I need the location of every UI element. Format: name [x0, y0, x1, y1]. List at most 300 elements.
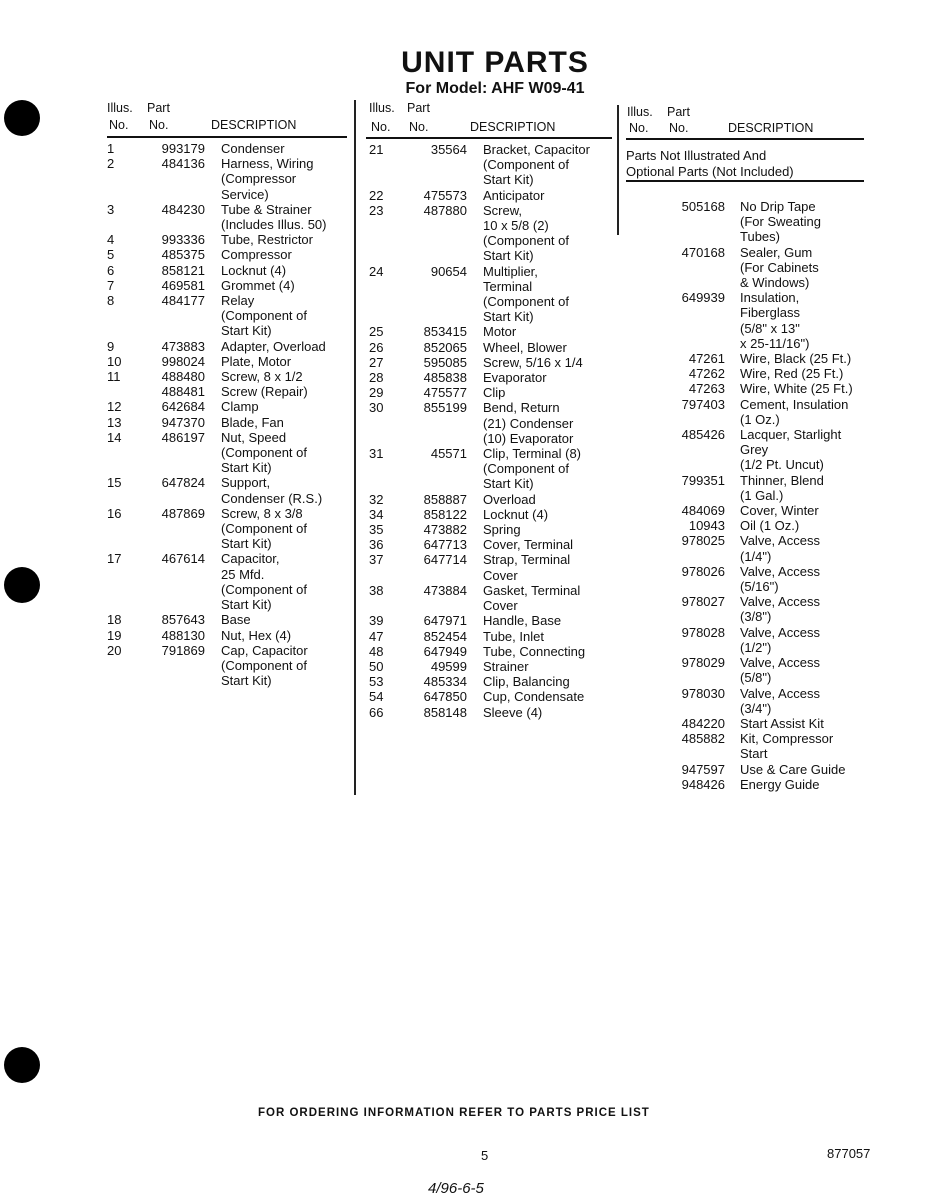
- parts-row: [369, 370, 609, 385]
- part-number: 484136: [161, 156, 205, 172]
- parts-row: [627, 366, 867, 381]
- illus-number: 3: [107, 201, 115, 217]
- part-description: [221, 202, 347, 232]
- parts-row: [627, 686, 867, 716]
- description-line: Strainer: [483, 658, 529, 674]
- parts-row: [107, 384, 347, 399]
- description-line: Screw (Repair): [221, 384, 308, 400]
- description-line: (Component of: [221, 308, 307, 324]
- description-line: Relay: [221, 293, 255, 309]
- part-description: [483, 705, 609, 720]
- parts-row: [627, 290, 867, 351]
- part-description: [221, 156, 347, 202]
- part-number: 947597: [681, 761, 725, 777]
- part-description: [740, 518, 867, 533]
- parts-row: [107, 202, 347, 232]
- parts-row: [107, 278, 347, 293]
- illus-number: 25: [369, 324, 384, 340]
- description-line: (5/16"): [740, 579, 779, 595]
- part-number: 485838: [423, 370, 467, 386]
- illus-number: 47: [369, 628, 384, 644]
- part-description: [483, 385, 609, 400]
- description-line: Blade, Fan: [221, 414, 284, 430]
- illus-number: 6: [107, 262, 115, 278]
- description-line: Start Kit): [221, 536, 272, 552]
- part-number: 470168: [681, 244, 725, 260]
- part-description: [221, 247, 347, 262]
- description-line: (Includes Illus. 50): [221, 217, 327, 233]
- part-description: [483, 507, 609, 522]
- description-line: Nut, Hex (4): [221, 627, 292, 643]
- description-line: Thinner, Blend: [740, 472, 824, 488]
- parts-row: [627, 397, 867, 427]
- part-number: 45571: [430, 446, 467, 462]
- illus-number: 22: [369, 187, 384, 203]
- part-number: 484220: [681, 715, 725, 731]
- part-description: [483, 492, 609, 507]
- description-line: Use & Care Guide: [740, 761, 846, 777]
- parts-column-2: [369, 142, 609, 720]
- description-line: Valve, Access: [740, 563, 820, 579]
- illus-number: 8: [107, 293, 115, 309]
- description-line: Screw, 8 x 3/8: [221, 505, 303, 521]
- description-line: Start Kit): [221, 597, 272, 613]
- parts-row: [369, 705, 609, 720]
- part-number: 487869: [161, 505, 205, 521]
- parts-row: [369, 552, 609, 582]
- parts-row: [627, 594, 867, 624]
- description-line: Kit, Compressor: [740, 731, 834, 747]
- description-line: Start: [740, 746, 768, 762]
- part-number: 488480: [161, 369, 205, 385]
- description-line: Cover: [483, 567, 518, 583]
- part-number: 948426: [681, 776, 725, 792]
- illus-number: 7: [107, 277, 115, 293]
- parts-row: [369, 492, 609, 507]
- document-number: 877057: [827, 1146, 871, 1161]
- parts-row: [627, 564, 867, 594]
- parts-row: [627, 427, 867, 473]
- part-description: [483, 583, 609, 613]
- description-line: Overload: [483, 491, 536, 507]
- description-line: Gasket, Terminal: [483, 582, 581, 598]
- description-line: Screw, 5/16 x 1/4: [483, 354, 583, 370]
- parts-row: [107, 430, 347, 476]
- illus-number: 9: [107, 338, 115, 354]
- part-number: 475577: [423, 385, 467, 401]
- header-rule: [366, 137, 612, 139]
- part-number: 858887: [423, 491, 467, 507]
- description-line: (1 Gal.): [740, 487, 784, 503]
- parts-row: [107, 643, 347, 689]
- description-line: Cover, Terminal: [483, 537, 574, 553]
- part-number: 978028: [681, 624, 725, 640]
- part-number: 47261: [688, 351, 725, 367]
- part-number: 978027: [681, 594, 725, 610]
- description-line: Valve, Access: [740, 655, 820, 671]
- illus-number: 37: [369, 552, 384, 568]
- illus-number: 15: [107, 475, 122, 491]
- part-number: 998024: [161, 353, 205, 369]
- parts-row: [369, 613, 609, 628]
- part-number: 852454: [423, 628, 467, 644]
- part-label: Part: [667, 105, 690, 119]
- description-label: DESCRIPTION: [211, 118, 297, 132]
- part-description: [740, 731, 867, 761]
- part-description: [221, 612, 347, 627]
- parts-row: [107, 156, 347, 202]
- description-line: Screw,: [483, 202, 523, 218]
- parts-row: [627, 245, 867, 291]
- part-description: [221, 628, 347, 643]
- part-description: [483, 203, 609, 264]
- part-number: 475573: [423, 187, 467, 203]
- part-description: [740, 762, 867, 777]
- parts-row: [107, 415, 347, 430]
- description-line: Start Kit): [221, 673, 272, 689]
- description-line: Lacquer, Starlight: [740, 427, 842, 443]
- description-line: (3/4"): [740, 700, 772, 716]
- description-line: Tube, Inlet: [483, 628, 544, 644]
- part-description: [221, 475, 347, 505]
- parts-row: [627, 533, 867, 563]
- part-description: [483, 324, 609, 339]
- part-description: [221, 263, 347, 278]
- part-number: 993179: [161, 141, 205, 156]
- illus-number: 17: [107, 551, 122, 567]
- part-description: [740, 533, 867, 563]
- handwritten-note: 4/96-6-5: [428, 1180, 484, 1197]
- parts-row: [107, 293, 347, 339]
- description-line: Start Assist Kit: [740, 715, 824, 731]
- part-description: [740, 686, 867, 716]
- part-description: [483, 400, 609, 446]
- description-line: 10 x 5/8 (2): [483, 218, 549, 234]
- illus-number: 48: [369, 643, 384, 659]
- part-number: 473883: [161, 338, 205, 354]
- description-line: (Component of: [483, 294, 569, 310]
- illus-number: 50: [369, 658, 384, 674]
- description-line: Start Kit): [483, 172, 534, 188]
- part-description: [221, 232, 347, 247]
- part-description: [740, 351, 867, 366]
- part-description: [483, 613, 609, 628]
- description-line: Start Kit): [483, 248, 534, 264]
- part-description: [483, 355, 609, 370]
- parts-row: [369, 142, 609, 188]
- description-line: Handle, Base: [483, 613, 562, 629]
- description-line: Harness, Wiring: [221, 156, 314, 172]
- description-line: 25 Mfd.: [221, 566, 265, 582]
- description-line: Capacitor,: [221, 551, 280, 567]
- parts-row: [369, 537, 609, 552]
- description-line: Nut, Speed: [221, 429, 287, 445]
- parts-row: [627, 777, 867, 792]
- part-label: Part: [407, 101, 430, 115]
- part-description: [483, 537, 609, 552]
- illus-number: 2: [107, 156, 115, 172]
- description-line: (1/2 Pt. Uncut): [740, 457, 824, 473]
- parts-row: [369, 355, 609, 370]
- parts-row: [369, 674, 609, 689]
- part-number: 978030: [681, 685, 725, 701]
- part-description: [740, 716, 867, 731]
- part-number: 649939: [681, 290, 725, 306]
- part-number: 858122: [423, 506, 467, 522]
- description-line: (Component of: [221, 445, 307, 461]
- description-line: Cover: [483, 598, 518, 614]
- description-line: & Windows): [740, 275, 810, 291]
- part-number: 49599: [430, 658, 467, 674]
- illus-number: 34: [369, 506, 384, 522]
- part-description: [483, 644, 609, 659]
- parts-row: [369, 659, 609, 674]
- description-line: Compressor: [221, 247, 292, 263]
- part-number: 947370: [161, 414, 205, 430]
- illus-label: Illus.: [107, 101, 133, 115]
- description-line: Wire, Black (25 Ft.): [740, 351, 852, 367]
- illus-number: 19: [107, 627, 122, 643]
- description-line: Condenser (R.S.): [221, 490, 323, 506]
- part-number: 642684: [161, 399, 205, 415]
- column-header-1: [107, 100, 347, 140]
- part-description: [483, 340, 609, 355]
- description-line: Anticipator: [483, 187, 545, 203]
- illus-label: Illus.: [369, 101, 395, 115]
- illus-number: 4: [107, 232, 115, 248]
- part-description: [483, 629, 609, 644]
- illus-label: Illus.: [627, 105, 653, 119]
- parts-row: [627, 199, 867, 245]
- description-line: No Drip Tape: [740, 199, 816, 214]
- part-description: [740, 473, 867, 503]
- parts-row: [107, 612, 347, 627]
- illus-number: 30: [369, 400, 384, 416]
- description-line: (5/8" x 13": [740, 320, 800, 336]
- no-label: No.: [149, 118, 169, 132]
- description-line: Insulation,: [740, 290, 800, 306]
- description-line: Condenser: [221, 141, 285, 156]
- part-number: 467614: [161, 551, 205, 567]
- parts-row: [369, 522, 609, 537]
- part-number: 797403: [681, 396, 725, 412]
- part-description: [483, 446, 609, 492]
- illus-number: 35: [369, 522, 384, 538]
- illus-number: 39: [369, 613, 384, 629]
- parts-row: [627, 473, 867, 503]
- illus-number: 10: [107, 353, 122, 369]
- description-line: Clip, Balancing: [483, 674, 570, 690]
- part-number: 595085: [423, 354, 467, 370]
- part-description: [221, 399, 347, 414]
- description-line: Cement, Insulation: [740, 396, 849, 412]
- part-description: [221, 278, 347, 293]
- parts-row: [627, 655, 867, 685]
- parts-row: [627, 625, 867, 655]
- part-number: 647971: [423, 613, 467, 629]
- description-line: Clip: [483, 385, 506, 401]
- part-description: [740, 381, 867, 396]
- parts-row: [627, 716, 867, 731]
- illus-number: 53: [369, 674, 384, 690]
- description-line: (Component of: [221, 581, 307, 597]
- column-header-2: [369, 100, 609, 140]
- description-line: Terminal: [483, 278, 533, 294]
- parts-column-3: [627, 199, 867, 792]
- parts-row: [369, 324, 609, 339]
- part-description: [740, 245, 867, 291]
- description-line: Start Kit): [221, 323, 272, 339]
- parts-row: [107, 475, 347, 505]
- part-number: 35564: [430, 142, 467, 157]
- header-rule: [626, 138, 864, 140]
- part-number: 858148: [423, 704, 467, 720]
- description-line: Multiplier,: [483, 263, 538, 279]
- description-line: (Compressor: [221, 171, 297, 187]
- part-description: [483, 552, 609, 582]
- part-number: 486197: [161, 429, 205, 445]
- part-description: [221, 293, 347, 339]
- description-line: Start Kit): [221, 460, 272, 476]
- part-number: 791869: [161, 642, 205, 658]
- description-line: (10) Evaporator: [483, 430, 574, 446]
- punch-hole: [4, 567, 40, 603]
- model-subtitle: For Model: AHF W09-41: [405, 80, 585, 97]
- description-line: Evaporator: [483, 370, 547, 386]
- illus-number: 66: [369, 704, 384, 720]
- part-number: 857643: [161, 612, 205, 628]
- illus-number: 1: [107, 141, 115, 156]
- part-number: 485375: [161, 247, 205, 263]
- description-line: (1/2"): [740, 639, 772, 655]
- parts-row: [107, 551, 347, 612]
- description-line: Sleeve (4): [483, 704, 543, 720]
- parts-row: [369, 188, 609, 203]
- part-description: [740, 564, 867, 594]
- no-label: No.: [629, 121, 649, 135]
- part-description: [221, 384, 347, 399]
- no-label: No.: [109, 118, 129, 132]
- description-line: Adapter, Overload: [221, 338, 326, 354]
- description-line: Start Kit): [483, 476, 534, 492]
- description-line: Bracket, Capacitor: [483, 142, 590, 157]
- part-description: [221, 354, 347, 369]
- illus-number: 16: [107, 505, 122, 521]
- description-line: Bend, Return: [483, 400, 560, 416]
- note-line: Optional Parts (Not Included): [626, 163, 794, 179]
- description-line: (For Sweating: [740, 214, 821, 230]
- description-line: (For Cabinets: [740, 259, 819, 275]
- description-line: Start Kit): [483, 309, 534, 325]
- part-number: 473882: [423, 522, 467, 538]
- column-divider: [354, 100, 356, 795]
- illus-number: 26: [369, 339, 384, 355]
- page-title: UNIT PARTS: [401, 46, 589, 79]
- description-line: (1 Oz.): [740, 411, 780, 427]
- part-number: 855199: [423, 400, 467, 416]
- part-description: [483, 689, 609, 704]
- part-number: 488481: [161, 384, 205, 400]
- description-line: Grommet (4): [221, 277, 295, 293]
- part-description: [740, 777, 867, 792]
- part-number: 647714: [423, 552, 467, 568]
- description-line: Locknut (4): [483, 506, 549, 522]
- part-description: [740, 290, 867, 351]
- illus-number: 28: [369, 370, 384, 386]
- part-description: [221, 339, 347, 354]
- description-line: Tube, Restrictor: [221, 232, 313, 248]
- description-line: Tube, Connecting: [483, 643, 586, 659]
- ordering-footer: FOR ORDERING INFORMATION REFER TO PARTS PRICE LIST: [258, 1107, 650, 1119]
- parts-row: [627, 762, 867, 777]
- illus-number: 38: [369, 582, 384, 598]
- part-label: Part: [147, 101, 170, 115]
- illus-number: 5: [107, 247, 115, 263]
- no-label: No.: [371, 120, 391, 134]
- part-number: 484177: [161, 293, 205, 309]
- description-line: Grey: [740, 442, 769, 458]
- parts-row: [369, 507, 609, 522]
- description-line: Service): [221, 186, 269, 202]
- no-label: No.: [409, 120, 429, 134]
- column-divider: [617, 105, 619, 235]
- part-number: 485334: [423, 674, 467, 690]
- parts-row: [627, 503, 867, 518]
- illus-number: 23: [369, 202, 384, 218]
- part-description: [483, 659, 609, 674]
- punch-hole: [4, 1047, 40, 1083]
- illus-number: 27: [369, 354, 384, 370]
- part-number: 858121: [161, 262, 205, 278]
- description-line: (1/4"): [740, 548, 772, 564]
- illus-number: 36: [369, 537, 384, 553]
- description-line: Base: [221, 612, 251, 628]
- description-line: (5/8"): [740, 670, 772, 686]
- part-description: [740, 655, 867, 685]
- parts-column-1: [107, 141, 347, 688]
- description-line: (Component of: [221, 657, 307, 673]
- part-number: 488130: [161, 627, 205, 643]
- parts-row: [369, 203, 609, 264]
- parts-row: [369, 264, 609, 325]
- description-line: (Component of: [483, 461, 569, 477]
- description-line: Valve, Access: [740, 594, 820, 610]
- part-number: 90654: [430, 263, 467, 279]
- part-number: 485882: [681, 731, 725, 747]
- description-line: Oil (1 Oz.): [740, 518, 800, 534]
- description-line: Support,: [221, 475, 271, 491]
- parts-row: [627, 351, 867, 366]
- part-number: 993336: [161, 232, 205, 248]
- part-description: [221, 551, 347, 612]
- part-description: [483, 188, 609, 203]
- description-line: Motor: [483, 324, 517, 340]
- parts-row: [107, 141, 347, 156]
- part-number: 469581: [161, 277, 205, 293]
- part-number: 473884: [423, 582, 467, 598]
- illus-number: 32: [369, 491, 384, 507]
- description-line: Clamp: [221, 399, 259, 415]
- description-line: (Component of: [221, 521, 307, 537]
- page-number: 5: [481, 1148, 489, 1163]
- part-number: 47262: [688, 366, 725, 382]
- part-description: [483, 370, 609, 385]
- illus-number: 20: [107, 642, 122, 658]
- parts-row: [107, 339, 347, 354]
- part-number: 852065: [423, 339, 467, 355]
- description-line: Valve, Access: [740, 685, 820, 701]
- part-number: 505168: [681, 199, 725, 214]
